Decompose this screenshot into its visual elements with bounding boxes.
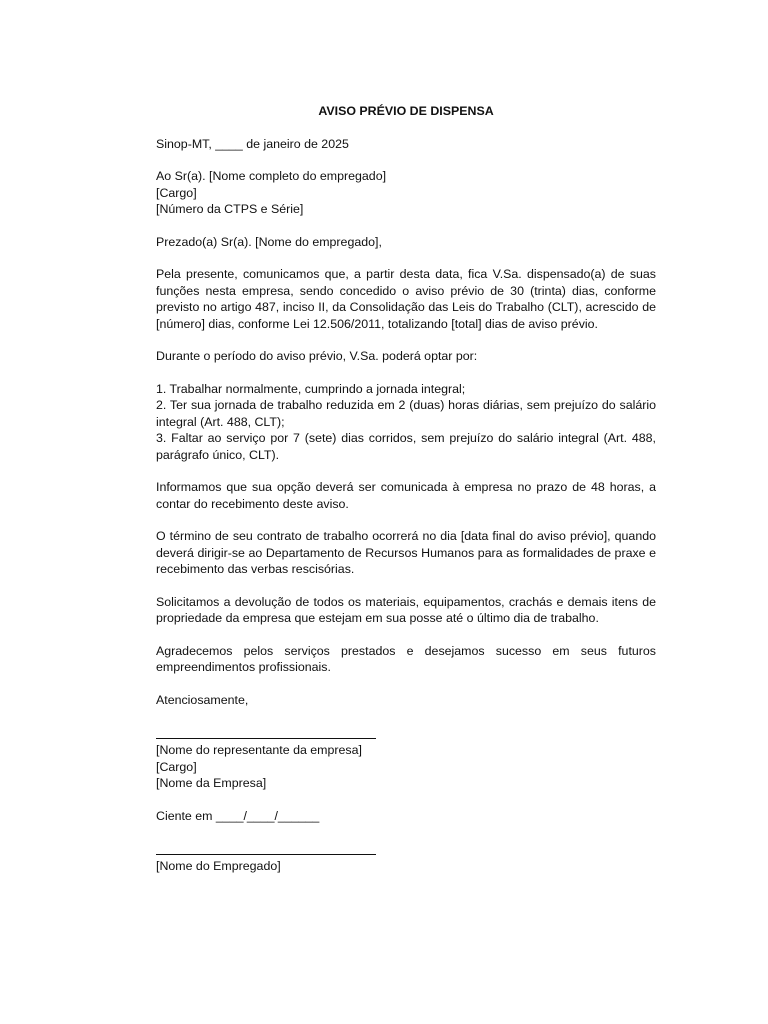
paragraph-thanks: Agradecemos pelos serviços prestados e desejamos sucesso em seus futuros empreendimentos profissionais. — [156, 643, 656, 674]
recipient-block — [156, 168, 656, 218]
closing: Atenciosamente, — [156, 692, 249, 707]
options-list — [156, 381, 656, 464]
recipient-name: Ao Sr(a). [Nome completo do empregado] — [156, 169, 387, 183]
place-date: Sinop-MT, ____ de janeiro de 2025 — [156, 136, 349, 151]
company-name: [Nome da Empresa] — [156, 776, 267, 790]
paragraph-options-intro: Durante o período do aviso prévio, V.Sa. poderá optar por: — [156, 349, 478, 363]
option-item: 3. Faltar ao serviço por 7 (sete) dias corridos, sem prejuízo do salário integral (Art. 488, parágrafo único, CLT). — [156, 431, 656, 462]
option-item: 2. Ter sua jornada de trabalho reduzida em 2 (duas) horas diárias, sem prejuízo do salário integral (Art. 488, CLT); — [156, 398, 656, 429]
acknowledgement-date: Ciente em ____/____/______ — [156, 808, 320, 823]
paragraph-termination: O término de seu contrato de trabalho ocorrerá no dia [data final do aviso prévio], quando deverá dirigir-se ao Departamento de Recursos Humanos para as formalidades de praxe e recebimento das verbas rescisórias. — [156, 529, 656, 576]
recipient-ctps: [Número da CTPS e Série] — [156, 202, 304, 216]
recipient-role: [Cargo] — [156, 185, 197, 200]
employee-name: [Nome do Empregado] — [156, 859, 281, 873]
paragraph-return-items: Solicitamos a devolução de todos os materiais, equipamentos, crachás e demais itens de propriedade da empresa que estejam em sua posse até o último dia de trabalho. — [156, 594, 656, 625]
employee-signature-line — [156, 840, 376, 855]
document-title: AVISO PRÉVIO DE DISPENSA — [318, 104, 494, 118]
paragraph-notice: Pela presente, comunicamos que, a partir desta data, fica V.Sa. dispensado(a) de suas funções nesta empresa, sendo concedido o aviso prévio de 30 (trinta) dias, conforme previsto no artigo 487, inciso II, da Consolidação das Leis do Trabalho (CLT), acrescido de [número] dias, conforme Lei 12.506/2011, totalizando [total] dias de aviso prévio. — [156, 267, 656, 331]
company-signature-line — [156, 724, 376, 739]
employee-signature-block — [156, 840, 656, 875]
company-representative-role: [Cargo] — [156, 759, 197, 774]
paragraph-deadline: Informamos que sua opção deverá ser comunicada à empresa no prazo de 48 horas, a contar do recebimento deste aviso. — [156, 480, 656, 511]
greeting: Prezado(a) Sr(a). [Nome do empregado], — [156, 234, 382, 249]
option-item: 1. Trabalhar normalmente, cumprindo a jornada integral; — [156, 381, 466, 396]
document-body — [156, 103, 656, 875]
company-signature-block — [156, 724, 656, 792]
company-representative-name: [Nome do representante da empresa] — [156, 743, 362, 757]
